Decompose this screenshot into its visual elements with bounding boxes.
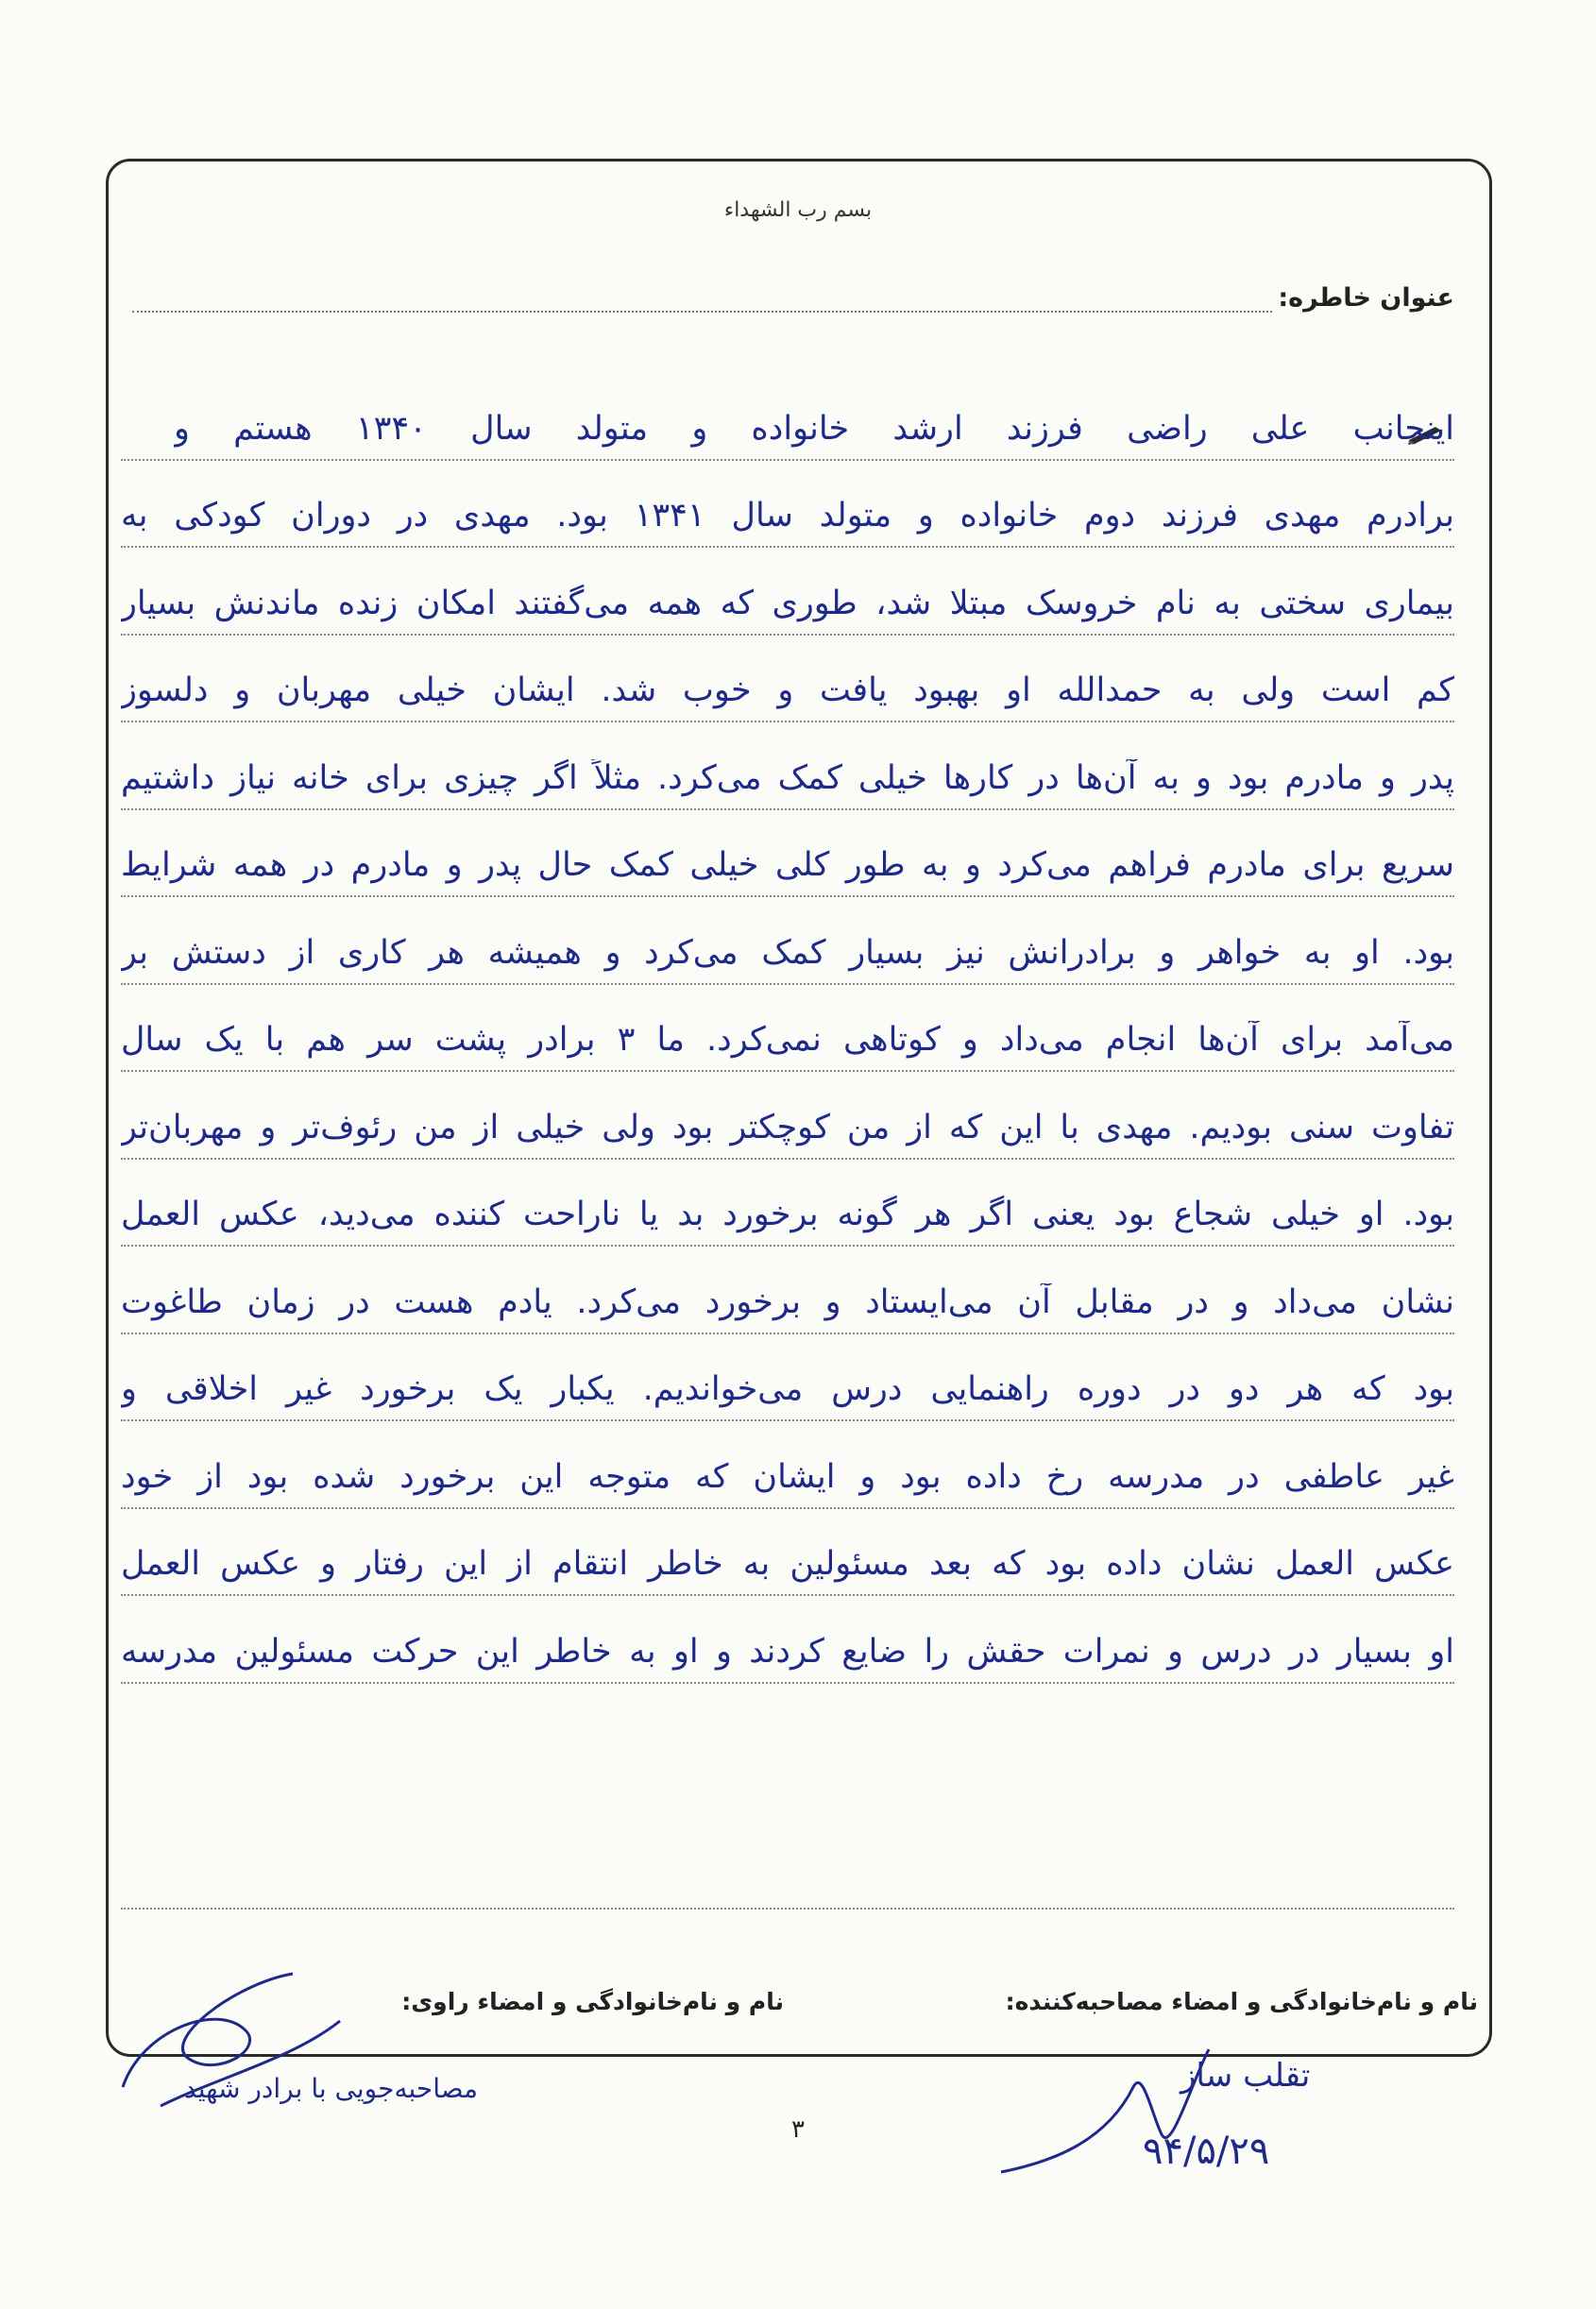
body-line	[121, 722, 1454, 810]
interviewer-signature	[992, 2030, 1218, 2191]
interview-date: ۹۴/۵/۲۹	[1143, 2130, 1270, 2173]
body-line	[121, 373, 1454, 461]
interviewer-signature-label: نام و نام‌خانوادگی و امضاء مصاحبه‌کننده:	[1005, 1988, 1478, 2015]
body-line	[121, 1247, 1454, 1334]
body-line	[121, 985, 1454, 1073]
body-line-text: می‌آمد برای آن‌ها انجام می‌داد و کوتاهی نمی‌کرد. ما ۳ برادر پشت سر هم با یک سال	[121, 1021, 1454, 1059]
body-line	[121, 897, 1454, 985]
body-line-text: کم است ولی به حمدالله او بهبود یافت و خوب شد. ایشان خیلی مهربان و دلسوز	[121, 671, 1454, 709]
narrator-signature-label: نام و نام‌خانوادگی و امضاء راوی:	[401, 1988, 784, 2015]
body-line-text: او بسیار در درس و نمرات حقش را ضایع کردند و او به خاطر این حرکت مسئولین مدرسه	[121, 1632, 1454, 1671]
body-line-text: تفاوت سنی بودیم. مهدی با این که از من کوچکتر بود ولی خیلی از من رئوف‌تر و مهربان‌تر	[121, 1108, 1454, 1146]
body-line-text: سریع برای مادرم فراهم می‌کرد و به طور کلی خیلی کمک حال پدر و مادرم در همه شرایط	[121, 846, 1454, 884]
body-line-text: بود. او خیلی شجاع بود یعنی اگر هر گونه برخورد بد یا ناراحت کننده می‌دید، عکس العمل	[121, 1196, 1454, 1233]
memory-title-row	[132, 283, 1454, 313]
body-line	[121, 636, 1454, 723]
body-line-text: برادرم مهدی فرزند دوم خانواده و متولد سال ۱۳۴۱ بود. مهدی در دوران کودکی به	[121, 497, 1454, 535]
narrator-note: مصاحبه‌جویی با برادر شهید	[184, 2073, 479, 2104]
body-line-text: بود که هر دو در دوره راهنمایی درس می‌خواندیم. یکبار یک برخورد غیر اخلاقی و	[121, 1370, 1454, 1408]
interviewer-name: تقلب ساز	[1180, 2057, 1311, 2095]
memory-body	[121, 373, 1454, 1684]
body-line-text: پدر و مادرم بود و به آن‌ها در کارها خیلی کمک می‌کرد. مثلاً اگر چیزی برای خانه نیاز داشتیم	[121, 758, 1454, 797]
body-line	[121, 1509, 1454, 1597]
memory-title-label: عنوان خاطره:	[1278, 283, 1454, 313]
blank-dotted-line	[121, 1908, 1454, 1910]
page-number: ۳	[791, 2115, 805, 2144]
body-line	[121, 1421, 1454, 1509]
body-line-text: بود. او به خواهر و برادرانش نیز بسیار کمک می‌کرد و همیشه هر کاری از دستش بر	[121, 933, 1454, 972]
body-line-text: عکس العمل نشان داده بود که بعد مسئولین به خاطر انتقام از این رفتار و عکس العمل	[121, 1545, 1454, 1583]
body-line-text: بیماری سختی به نام خروسک مبتلا شد، طوری که همه می‌گفتند امکان زنده ماندنش بسیار	[121, 584, 1454, 622]
body-line-text: اینجانب علی راضی فرزند ارشد خانواده و متولد سال ۱۳۴۰ هستم و	[174, 409, 1454, 448]
body-line	[121, 1596, 1454, 1684]
body-line	[121, 1072, 1454, 1160]
memory-title-dotted-line	[132, 290, 1272, 313]
body-line	[121, 1334, 1454, 1422]
body-line	[121, 1160, 1454, 1248]
body-line-text: نشان می‌داد و در مقابل آن می‌ایستاد و برخورد می‌کرد. یادم هست در زمان طاغوت	[121, 1282, 1454, 1321]
body-line	[121, 461, 1454, 549]
body-line	[121, 548, 1454, 636]
body-line	[121, 810, 1454, 898]
page-header: بسم رب الشهداء	[723, 198, 873, 222]
body-line-text: غیر عاطفی در مدرسه رخ داده بود و ایشان که متوجه این برخورد شده بود از خود	[121, 1457, 1454, 1496]
narrator-signature	[104, 1945, 349, 2125]
